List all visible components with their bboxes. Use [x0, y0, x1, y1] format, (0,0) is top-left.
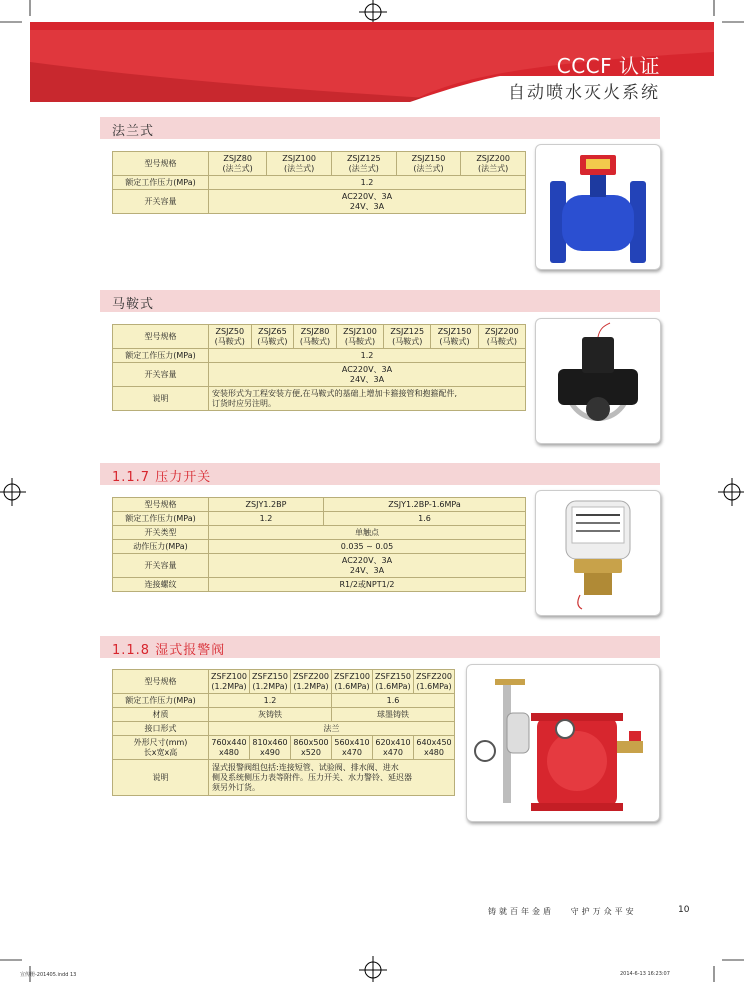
- model-cell: ZSJZ200 (法兰式): [461, 152, 526, 176]
- dims-cell: 620x410 x470: [373, 736, 414, 760]
- table-row: 动作压力(MPa) 0.035 ~ 0.05: [113, 540, 526, 554]
- model-cell: ZSJZ150 (法兰式): [396, 152, 461, 176]
- model-cell: ZSFZ150 (1.6MPa): [373, 670, 414, 694]
- table-row: 型号规格 ZSFZ100 (1.2MPa) ZSFZ150 (1.2MPa) ZSFZ200 (1.2MPa) ZSFZ100 (1.6MPa) ZSFZ150 (1.6MPa) ZSFZ200 (1.6MPa): [113, 670, 455, 694]
- flange-valve-image: [536, 145, 660, 269]
- model-cell: ZSFZ200 (1.6MPa): [414, 670, 455, 694]
- page-number: 10: [678, 905, 690, 915]
- pressure-switch-photo: [535, 490, 661, 616]
- table-row: 额定工作压力(MPa) 1.2: [113, 349, 526, 363]
- table-row: 外形尺寸(mm) 长x宽x高 760x440 x480 810x460 x490 860x500 x520 560x410 x470 620x410 x470 640x450 x480: [113, 736, 455, 760]
- table-row: 额定工作压力(MPa) 1.2 1.6: [113, 512, 526, 526]
- dims-cell: 760x440 x480: [209, 736, 250, 760]
- section-title: 1.1.8 湿式报警阀: [112, 643, 226, 658]
- saddle-valve-image: [536, 319, 660, 443]
- table-row: 连接螺纹 R1/2或NPT1/2: [113, 578, 526, 592]
- spec-table-pressure-switch: [112, 497, 526, 592]
- model-cell: ZSFZ200 (1.2MPa): [291, 670, 332, 694]
- section-title: 法兰式: [112, 124, 155, 139]
- table-row: 额定工作压力(MPa) 1.2: [113, 176, 526, 190]
- table-row: 开关容量 AC220V、3A 24V、3A: [113, 190, 526, 214]
- table-row: 接口形式 法兰: [113, 722, 455, 736]
- table-row: 开关容量 AC220V、3A 24V、3A: [113, 554, 526, 578]
- dims-cell: 640x450 x480: [414, 736, 455, 760]
- flow-indicator-saddle-photo: [535, 318, 661, 444]
- table-row: [113, 152, 526, 176]
- model-cell: ZSFZ150 (1.2MPa): [250, 670, 291, 694]
- dims-cell: 810x460 x490: [250, 736, 291, 760]
- section-header-saddle: [100, 290, 660, 312]
- section-header-flange: [100, 117, 660, 139]
- table-row: 材质 灰铸铁 球墨铸铁: [113, 708, 455, 722]
- section-header-pressure-switch: [100, 463, 660, 485]
- wet-alarm-valve-image: [467, 665, 659, 821]
- model-cell: ZSJZ125 (法兰式): [331, 152, 396, 176]
- model-cell: ZSJZ80 (马鞍式): [294, 325, 337, 349]
- section-title: 马鞍式: [112, 297, 155, 312]
- model-cell: ZSJZ65 (马鞍式): [251, 325, 294, 349]
- pressure-switch-image: [536, 491, 660, 615]
- section-header-wet-alarm: [100, 636, 660, 658]
- table-row: 说明 湿式报警阀组包括:连接短管、试验阀、排水阀、进水 侧及系统侧压力表等附件。压力开关、水力警铃、延迟器 须另外订货。: [113, 760, 455, 796]
- model-cell: ZSFZ100 (1.2MPa): [209, 670, 250, 694]
- spec-table-wet-alarm: [112, 669, 455, 796]
- model-cell: ZSJZ50 (马鞍式): [209, 325, 252, 349]
- print-date: 2014-6-13 16:23:07: [620, 971, 670, 977]
- row-label: 型号规格: [113, 152, 209, 176]
- table-row: 开关类型 单触点: [113, 526, 526, 540]
- table-row: 说明 安装形式为工程安装方便,在马鞍式的基础上增加卡箍接管和抱箍配件, 订货时应另注明。: [113, 387, 526, 411]
- print-file-name: 宣传册-201405.indd 13: [20, 972, 77, 978]
- footer-slogan: 铸就百年金盾 守护万众平安: [488, 907, 637, 916]
- table-row: 开关容量 AC220V、3A 24V、3A: [113, 363, 526, 387]
- model-cell: ZSJZ125 (马鞍式): [384, 325, 431, 349]
- registration-mark-left: [0, 474, 26, 510]
- wet-alarm-valve-photo: [466, 664, 660, 822]
- model-cell: ZSJZ80 (法兰式): [209, 152, 267, 176]
- table-row: 型号规格 ZSJY1.2BP ZSJY1.2BP-1.6MPa: [113, 498, 526, 512]
- flow-indicator-flange-photo: [535, 144, 661, 270]
- spec-table-saddle: [112, 324, 526, 411]
- registration-mark-bottom: [355, 956, 391, 982]
- model-cell: ZSFZ100 (1.6MPa): [332, 670, 373, 694]
- registration-mark-right: [718, 474, 744, 510]
- model-cell: ZSJZ150 (马鞍式): [431, 325, 478, 349]
- page-subtitle: 自动喷水灭火系统: [508, 83, 660, 103]
- model-cell: ZSJZ100 (马鞍式): [336, 325, 383, 349]
- model-cell: ZSJZ200 (马鞍式): [478, 325, 525, 349]
- dims-cell: 860x500 x520: [291, 736, 332, 760]
- dims-cell: 560x410 x470: [332, 736, 373, 760]
- cert-title: CCCF 认证: [556, 54, 660, 78]
- table-row: 额定工作压力(MPa) 1.2 1.6: [113, 694, 455, 708]
- model-cell: ZSJZ100 (法兰式): [267, 152, 332, 176]
- section-title: 1.1.7 压力开关: [112, 470, 212, 485]
- spec-table-flange: [112, 151, 526, 214]
- table-row: 型号规格 ZSJZ50 (马鞍式) ZSJZ65 (马鞍式) ZSJZ80 (马鞍式) ZSJZ100 (马鞍式) ZSJZ125 (马鞍式) ZSJZ150 (马鞍式) ZSJZ200 (马鞍式): [113, 325, 526, 349]
